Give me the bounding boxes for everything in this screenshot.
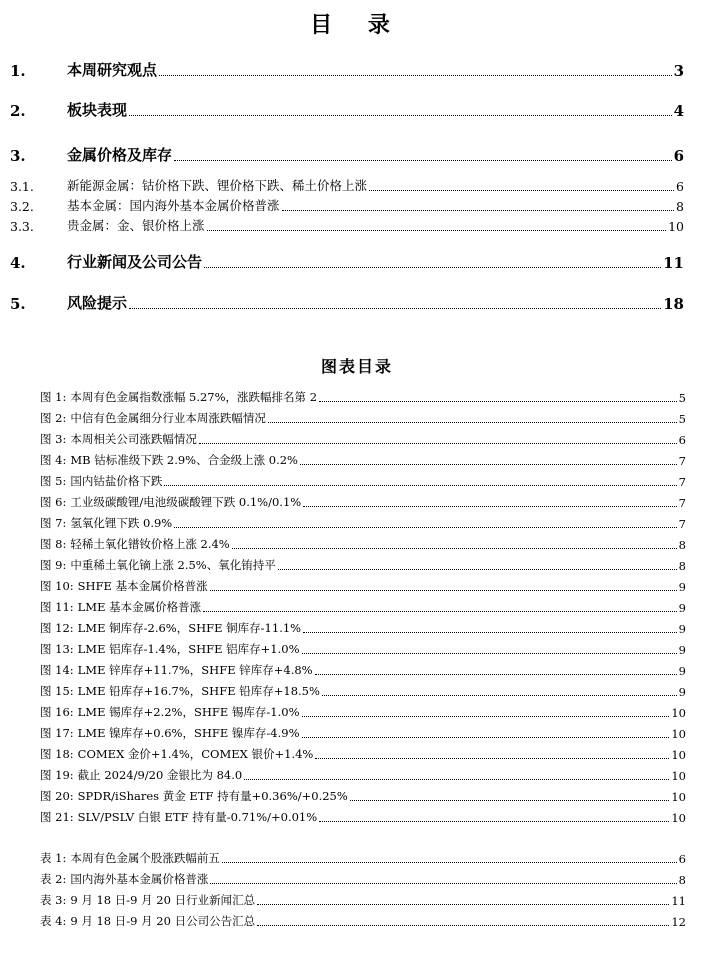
figure-label: 图 10: bbox=[40, 579, 74, 593]
table-entry[interactable] bbox=[40, 871, 686, 887]
toc-entry-page: 8 bbox=[676, 199, 684, 214]
figure-label: 图 6: bbox=[40, 495, 67, 509]
toc-entry-number: 3. bbox=[10, 147, 26, 165]
table-label: 表 2: bbox=[40, 872, 67, 886]
toc-entry-page: 18 bbox=[663, 295, 684, 313]
toc-subentry[interactable] bbox=[10, 196, 684, 214]
toc-entry-page: 6 bbox=[673, 147, 684, 165]
figure-label: 图 13: bbox=[40, 642, 74, 656]
figure-text: 本周相关公司涨跌幅情况 bbox=[70, 432, 197, 446]
table-text: 国内海外基本金属价格普涨 bbox=[70, 872, 209, 886]
figure-page: 9 bbox=[678, 685, 686, 699]
figure-label: 图 16: bbox=[40, 705, 74, 719]
toc-entry-page: 10 bbox=[668, 219, 684, 234]
toc-entry-page: 4 bbox=[673, 102, 684, 120]
table-page: 12 bbox=[671, 915, 686, 929]
table-label: 表 3: bbox=[40, 893, 67, 907]
figure-text: 中信有色金属细分行业本周涨跌幅情况 bbox=[70, 411, 266, 425]
figure-label: 图 17: bbox=[40, 726, 74, 740]
dot-leader bbox=[319, 401, 677, 402]
table-entry[interactable] bbox=[40, 913, 686, 929]
figure-page: 8 bbox=[678, 559, 686, 573]
table-text: 9 月 18 日-9 月 20 日行业新闻汇总 bbox=[70, 893, 256, 907]
figure-text: 工业级碳酸锂/电池级碳酸锂下跌 0.1%/0.1% bbox=[70, 495, 302, 509]
toc-entry-number: 3.3. bbox=[10, 219, 34, 234]
dot-leader bbox=[207, 230, 667, 231]
figure-label: 图 9: bbox=[40, 558, 67, 572]
figure-label: 图 1: bbox=[40, 390, 67, 404]
toc-entry[interactable] bbox=[10, 291, 684, 313]
dot-leader bbox=[315, 758, 669, 759]
toc-subentry[interactable] bbox=[10, 216, 684, 234]
table-text: 9 月 18 日-9 月 20 日公司公告汇总 bbox=[70, 914, 256, 928]
figure-page: 7 bbox=[678, 454, 686, 468]
dot-leader bbox=[203, 611, 677, 612]
dot-leader bbox=[174, 160, 672, 161]
table-entry[interactable] bbox=[40, 892, 686, 908]
table-page: 6 bbox=[678, 852, 686, 866]
figure-entry[interactable] bbox=[40, 788, 686, 804]
figure-text: LME 基本金属价格普涨 bbox=[77, 600, 202, 614]
dot-leader bbox=[174, 527, 676, 528]
figure-label: 图 15: bbox=[40, 684, 74, 698]
dot-leader bbox=[159, 75, 672, 76]
figure-label: 图 11: bbox=[40, 600, 74, 614]
figure-entry[interactable] bbox=[40, 557, 686, 573]
figure-page: 9 bbox=[678, 664, 686, 678]
figure-entry[interactable] bbox=[40, 473, 686, 489]
toc-entry-text: 贵金属：金、银价格上涨 bbox=[67, 218, 205, 233]
figure-entry[interactable] bbox=[40, 809, 686, 825]
toc-entry-text: 行业新闻及公司公告 bbox=[67, 253, 203, 271]
figure-text: SLV/PSLV 白银 ETF 持有量-0.71%/+0.01% bbox=[77, 810, 318, 824]
dot-leader bbox=[315, 674, 677, 675]
figure-entry[interactable] bbox=[40, 767, 686, 783]
dot-leader bbox=[210, 883, 676, 884]
figure-entry[interactable] bbox=[40, 662, 686, 678]
dot-leader bbox=[369, 190, 674, 191]
dot-leader bbox=[278, 569, 677, 570]
dot-leader bbox=[302, 737, 670, 738]
dot-leader bbox=[210, 590, 677, 591]
toc-entry[interactable] bbox=[10, 58, 684, 80]
figure-entry[interactable] bbox=[40, 746, 686, 762]
figure-text: 截止 2024/9/20 金银比为 84.0 bbox=[77, 768, 243, 782]
figure-entry[interactable] bbox=[40, 515, 686, 531]
toc-entry-text: 基本金属：国内海外基本金属价格普涨 bbox=[67, 198, 280, 213]
toc-entry[interactable] bbox=[10, 98, 684, 120]
dot-leader bbox=[282, 210, 675, 211]
toc-entry-number: 3.2. bbox=[10, 199, 34, 214]
figure-label: 图 18: bbox=[40, 747, 74, 761]
figure-label: 图 3: bbox=[40, 432, 67, 446]
toc-entry-page: 3 bbox=[673, 62, 684, 80]
figure-entry[interactable] bbox=[40, 599, 686, 615]
figure-entry[interactable] bbox=[40, 452, 686, 468]
figure-entry[interactable] bbox=[40, 578, 686, 594]
toc-subentry[interactable] bbox=[10, 176, 684, 194]
dot-leader bbox=[244, 779, 669, 780]
figure-page: 10 bbox=[671, 727, 686, 741]
dot-leader bbox=[257, 904, 669, 905]
figure-page: 10 bbox=[671, 790, 686, 804]
toc-entry-text: 金属价格及库存 bbox=[67, 146, 173, 164]
figure-page: 5 bbox=[678, 391, 686, 405]
dot-leader bbox=[303, 632, 677, 633]
toc-entry-number: 2. bbox=[10, 102, 26, 120]
figure-label: 图 8: bbox=[40, 537, 67, 551]
toc-entry-text: 本周研究观点 bbox=[67, 61, 158, 79]
figure-text: LME 铅库存+16.7%，SHFE 铅库存+18.5% bbox=[77, 684, 320, 698]
figures-title: 图表目录 bbox=[320, 357, 393, 376]
dot-leader bbox=[222, 862, 677, 863]
toc-entry-text: 风险提示 bbox=[67, 294, 128, 312]
figure-label: 图 4: bbox=[40, 453, 67, 467]
figure-text: 中重稀土氧化镝上涨 2.5%、氧化铕持平 bbox=[70, 558, 276, 572]
dot-leader bbox=[302, 716, 670, 717]
figure-entry[interactable] bbox=[40, 389, 686, 405]
figure-label: 图 19: bbox=[40, 768, 74, 782]
dot-leader bbox=[350, 800, 670, 801]
figure-entry[interactable] bbox=[40, 494, 686, 510]
toc-entry[interactable] bbox=[10, 250, 684, 272]
figure-entry[interactable] bbox=[40, 704, 686, 720]
figure-page: 10 bbox=[671, 769, 686, 783]
toc-entry-text: 新能源金属：钴价格下跌、锂价格下跌、稀土价格上涨 bbox=[67, 178, 368, 193]
figure-entry[interactable] bbox=[40, 620, 686, 636]
figure-page: 8 bbox=[678, 538, 686, 552]
figure-page: 7 bbox=[678, 517, 686, 531]
toc-entry-page: 11 bbox=[663, 254, 684, 272]
toc-title: 目 录 bbox=[310, 12, 404, 38]
table-entry[interactable] bbox=[40, 850, 686, 866]
figure-entry[interactable] bbox=[40, 431, 686, 447]
figure-label: 图 21: bbox=[40, 810, 74, 824]
dot-leader bbox=[322, 695, 677, 696]
figure-entry[interactable] bbox=[40, 410, 686, 426]
figure-page: 10 bbox=[671, 706, 686, 720]
figure-text: SPDR/iShares 黄金 ETF 持有量+0.36%/+0.25% bbox=[77, 789, 348, 803]
toc-entry-number: 4. bbox=[10, 254, 26, 272]
table-page: 11 bbox=[671, 894, 686, 908]
dot-leader bbox=[199, 443, 677, 444]
figure-page: 9 bbox=[678, 601, 686, 615]
dot-leader bbox=[129, 115, 672, 116]
dot-leader bbox=[300, 464, 677, 465]
table-label: 表 4: bbox=[40, 914, 67, 928]
figure-text: COMEX 金价+1.4%，COMEX 银价+1.4% bbox=[77, 747, 314, 761]
dot-leader bbox=[232, 548, 677, 549]
figure-page: 10 bbox=[671, 748, 686, 762]
table-page: 8 bbox=[678, 873, 686, 887]
figure-entry[interactable] bbox=[40, 683, 686, 699]
figure-text: LME 锌库存+11.7%，SHFE 锌库存+4.8% bbox=[77, 663, 313, 677]
figure-text: SHFE 基本金属价格普涨 bbox=[77, 579, 208, 593]
figure-entry[interactable] bbox=[40, 725, 686, 741]
figure-entry[interactable] bbox=[40, 641, 686, 657]
table-label: 表 1: bbox=[40, 851, 67, 865]
dot-leader bbox=[129, 308, 661, 309]
dot-leader bbox=[204, 267, 661, 268]
figure-text: LME 铝库存-1.4%，SHFE 铝库存+1.0% bbox=[77, 642, 300, 656]
toc-entry-page: 6 bbox=[676, 179, 684, 194]
dot-leader bbox=[303, 506, 676, 507]
figure-label: 图 2: bbox=[40, 411, 67, 425]
toc-entry-number: 3.1. bbox=[10, 179, 34, 194]
figure-page: 9 bbox=[678, 580, 686, 594]
figure-page: 7 bbox=[678, 475, 686, 489]
figure-label: 图 14: bbox=[40, 663, 74, 677]
figure-text: LME 铜库存-2.6%，SHFE 铜库存-11.1% bbox=[77, 621, 302, 635]
figure-text: LME 锡库存+2.2%，SHFE 锡库存-1.0% bbox=[77, 705, 300, 719]
toc-entry-number: 1. bbox=[10, 62, 26, 80]
figure-text: LME 镍库存+0.6%，SHFE 镍库存-4.9% bbox=[77, 726, 300, 740]
toc-entry[interactable] bbox=[10, 143, 684, 165]
toc-entry-text: 板块表现 bbox=[67, 101, 128, 119]
dot-leader bbox=[164, 485, 676, 486]
dot-leader bbox=[257, 925, 669, 926]
figure-text: 轻稀土氧化镨钕价格上涨 2.4% bbox=[70, 537, 230, 551]
figure-label: 图 12: bbox=[40, 621, 74, 635]
figure-entry[interactable] bbox=[40, 536, 686, 552]
dot-leader bbox=[319, 821, 669, 822]
dot-leader bbox=[268, 422, 677, 423]
figure-page: 7 bbox=[678, 496, 686, 510]
figure-label: 图 7: bbox=[40, 516, 67, 530]
figure-text: MB 钴标准级下跌 2.9%、合金级上涨 0.2% bbox=[70, 453, 298, 467]
figure-page: 9 bbox=[678, 643, 686, 657]
figure-text: 本周有色金属指数涨幅 5.27%，涨跌幅排名第 2 bbox=[70, 390, 318, 404]
figure-label: 图 5: bbox=[40, 474, 67, 488]
dot-leader bbox=[302, 653, 677, 654]
figure-page: 5 bbox=[678, 412, 686, 426]
figure-page: 9 bbox=[678, 622, 686, 636]
figure-page: 10 bbox=[671, 811, 686, 825]
figure-page: 6 bbox=[678, 433, 686, 447]
table-text: 本周有色金属个股涨跌幅前五 bbox=[70, 851, 220, 865]
toc-entry-number: 5. bbox=[10, 295, 26, 313]
figure-text: 氢氧化锂下跌 0.9% bbox=[70, 516, 173, 530]
figure-label: 图 20: bbox=[40, 789, 74, 803]
figure-text: 国内钴盐价格下跌 bbox=[70, 474, 163, 488]
